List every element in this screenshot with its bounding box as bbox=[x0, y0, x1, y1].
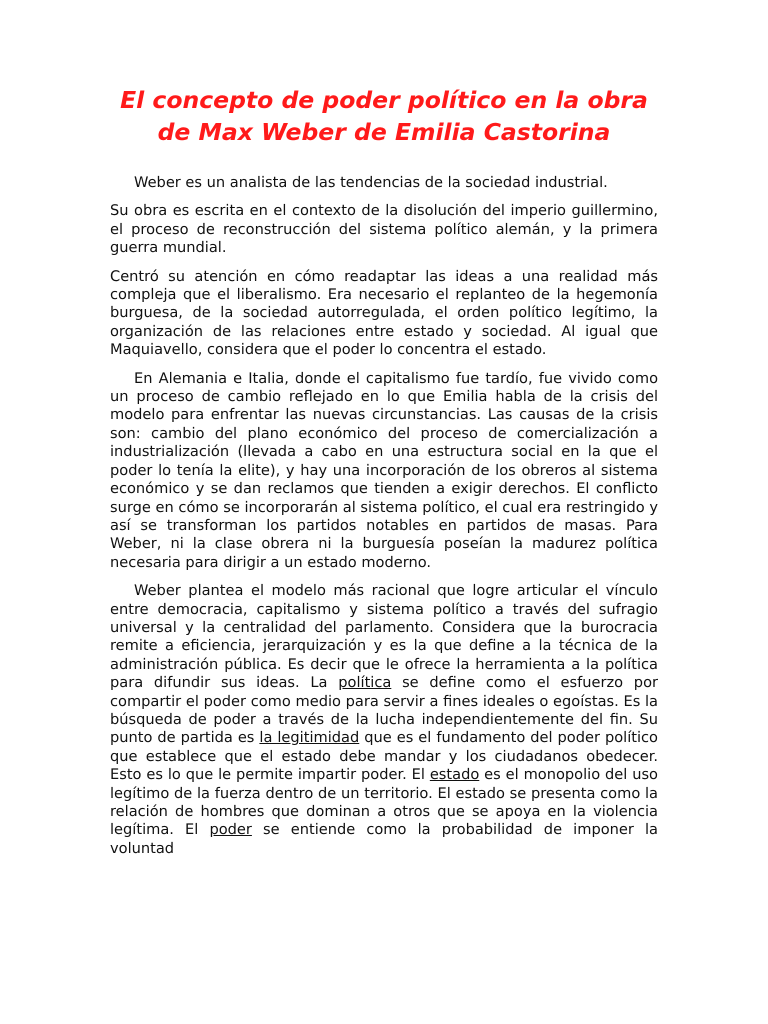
paragraph-5-text-2: se define como el esfuerzo por compartir el poder como medio para servir a fines ideales o egoístas. Es la búsqueda de poder a través de la lucha independientemente del fin. Su punto de partida es bbox=[110, 674, 658, 747]
underlined-term-poder: poder bbox=[209, 821, 252, 839]
underlined-term-estado: estado bbox=[429, 766, 480, 784]
paragraph-5-text-4: es el monopolio del uso legítimo de la fuerza dentro de un territorio. El estado se presenta como la relación de hombres que dominan a otros que se apoya en la violencia legítima. El bbox=[110, 766, 658, 839]
paragraph-4: En Alemania e Italia, donde el capitalismo fue tardío, fue vivido como un proceso de cambio reflejado en lo que Emilia habla de la crisis del modelo para enfrentar las nuevas circunstancias. Las causas de la crisis son: cambio del plano económico del proceso de comercialización a industrialización (llevada a cabo en una estructura social en la que el poder lo tenía la elite), y hay una incorporación de los obreros al sistema económico y se dan reclamos que tienden a exigir derechos. El conflicto surge en cómo se incorporarán al sistema político, el cual era restringido y así se transforman los partidos notables en partidos de masas. Para Weber, ni la clase obrera ni la burguesía poseían la madurez política necesaria para dirigir a un estado moderno. bbox=[110, 369, 658, 571]
paragraph-3: Centró su atención en cómo readaptar las ideas a una realidad más compleja que el liberalismo. Era necesario el replanteo de la hegemonía burguesa, de la sociedad autorregulada, el orden político legítimo, la organización de las relaciones entre estado y sociedad. Al igual que Maquiavello, considera que el poder lo concentra el estado. bbox=[110, 267, 658, 359]
paragraph-5-text-5: se entiende como la probabilidad de imponer la voluntad bbox=[110, 821, 659, 857]
paragraph-5 bbox=[110, 582, 658, 858]
paragraph-5-text-1: Weber plantea el modelo más racional que logre articular el vínculo entre democracia, capitalismo y sistema político a través del sufragio universal y la centralidad del parlamento. Considera que la burocracia remite a eficiencia, jerarquización y es la que define a la técnica de la administración pública. Es decir que le ofrece la herramienta a la política para difundir sus ideas. La bbox=[110, 582, 658, 692]
underlined-term-politica: política bbox=[338, 674, 392, 692]
paragraph-5-text-3: que es el fundamento del poder político que establece que el estado debe mandar y los ciudadanos obedecer. Esto es lo que le permite impartir poder. El bbox=[110, 729, 658, 784]
paragraph-2: Su obra es escrita en el contexto de la disolución del imperio guillermino, el proceso de reconstrucción del sistema político alemán, y la primera guerra mundial. bbox=[110, 202, 658, 257]
paragraph-1: Weber es un analista de las tendencias de la sociedad industrial. bbox=[134, 174, 608, 191]
document-title: El concepto de poder político en la obra de Max Weber de Emilia Castorina bbox=[120, 86, 648, 146]
underlined-term-legitimidad: la legitimidad bbox=[259, 729, 360, 747]
document-page bbox=[110, 84, 658, 868]
